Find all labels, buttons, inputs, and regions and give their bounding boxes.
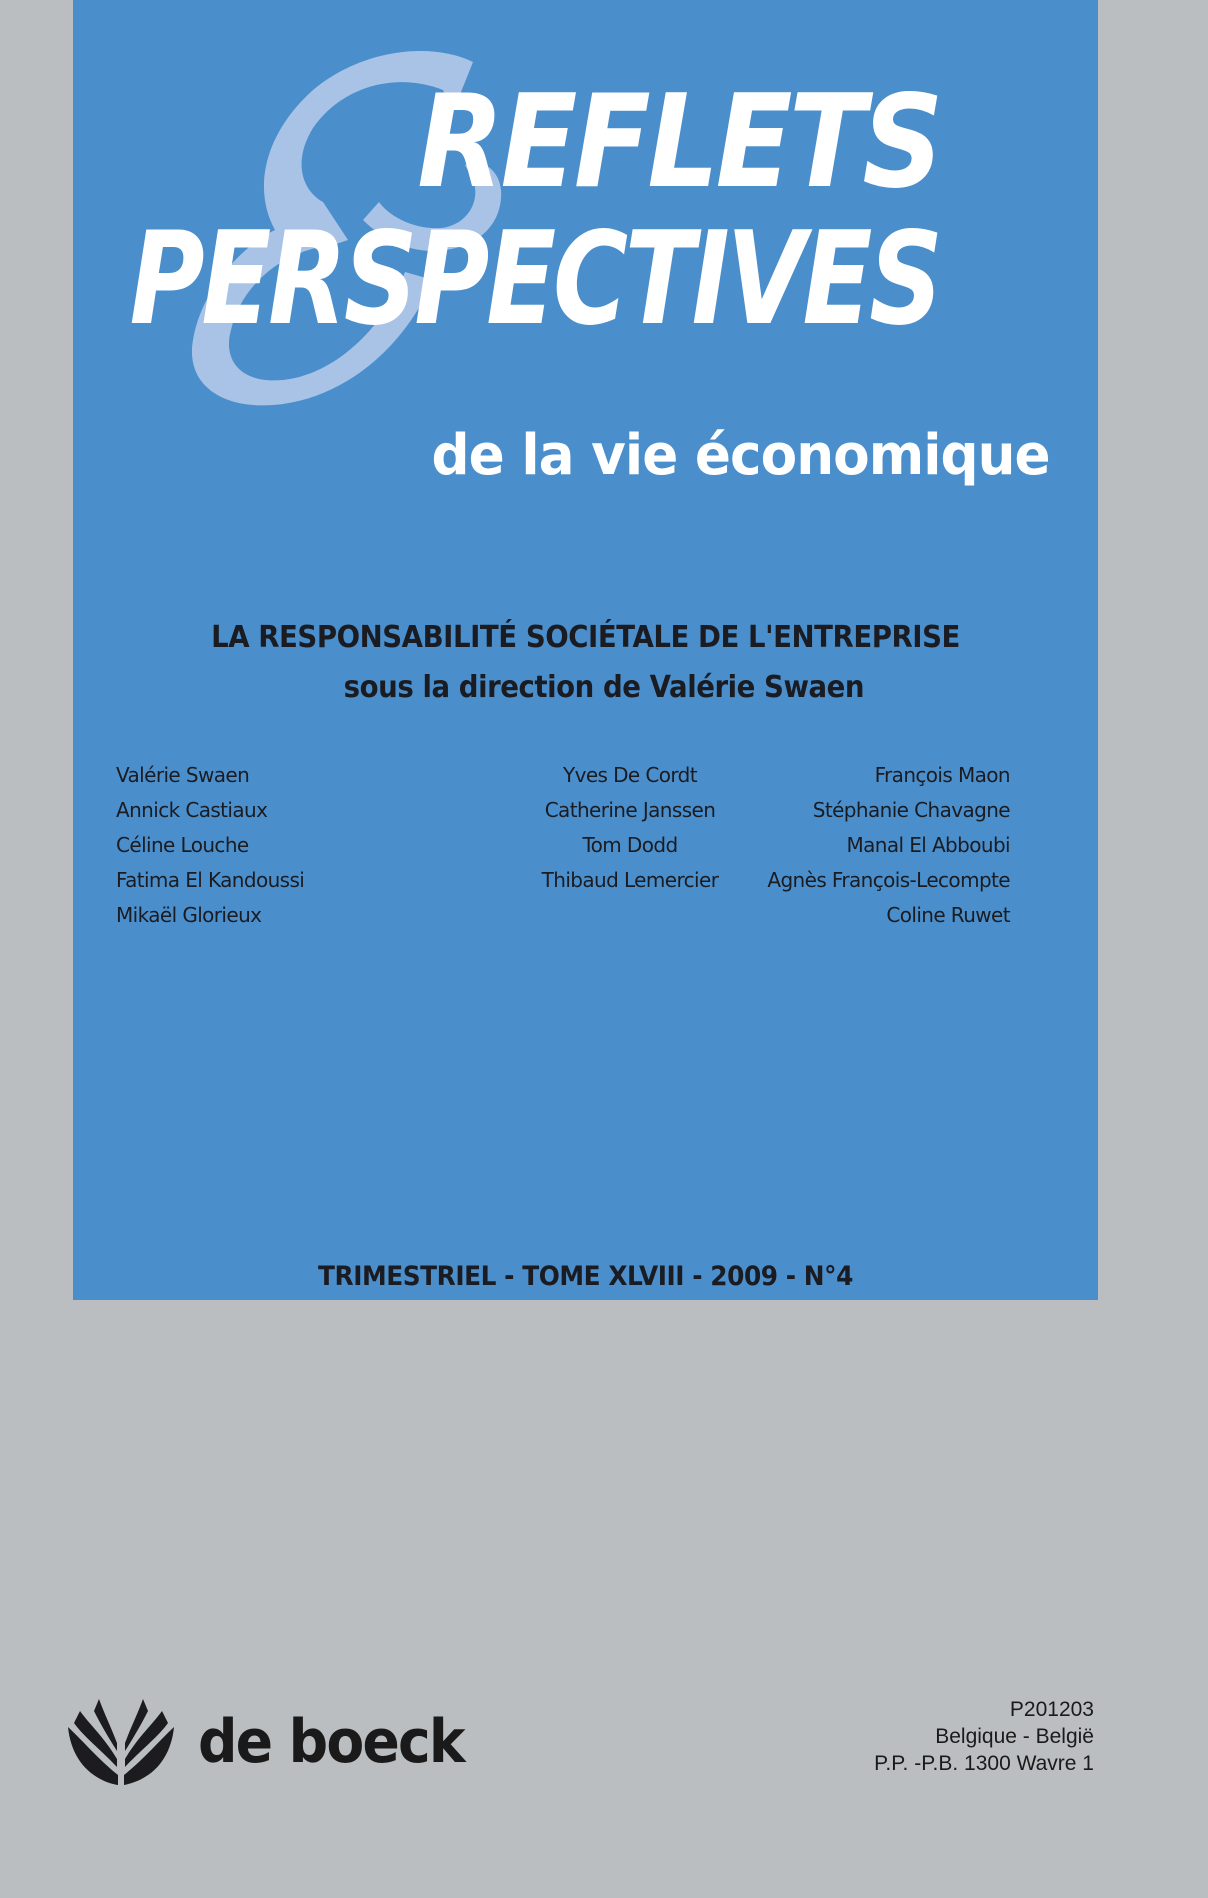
- postal-country: Belgique - België: [935, 1725, 1094, 1748]
- authors-column-left: [116, 758, 304, 933]
- author-name: Céline Louche: [116, 833, 249, 857]
- author-name: Coline Ruwet: [886, 903, 1010, 927]
- de-boeck-leaf-logo-icon: [66, 1697, 176, 1787]
- journal-title-perspectives: PERSPECTIVES: [129, 205, 940, 354]
- postal-info: [874, 1696, 1094, 1777]
- author-name: François Maon: [874, 763, 1010, 787]
- author-name: Agnès François-Lecompte: [767, 868, 1010, 892]
- author-name: Tom Dodd: [582, 833, 678, 857]
- authors-column-right: [767, 758, 1010, 933]
- author-name: Stéphanie Chavagne: [812, 798, 1010, 822]
- publisher-brand: [66, 1697, 487, 1787]
- author-name: Mikaël Glorieux: [116, 903, 262, 927]
- author-name: Catherine Janssen: [544, 798, 716, 822]
- author-name: Manal El Abboubi: [846, 833, 1010, 857]
- issue-editor: sous la direction de Valérie Swaen: [343, 670, 865, 705]
- issue-theme-title: LA RESPONSABILITÉ SOCIÉTALE DE L'ENTREPRISE: [211, 620, 960, 655]
- issue-info: TRIMESTRIEL - TOME XLVIII - 2009 - N°4: [318, 1261, 853, 1292]
- journal-title-reflets: REFLETS: [417, 68, 940, 217]
- author-name: Fatima El Kandoussi: [116, 868, 305, 892]
- author-name: Annick Castiaux: [116, 798, 268, 822]
- publisher-name: de boeck: [198, 1707, 464, 1777]
- postal-code: P201203: [1009, 1698, 1094, 1721]
- author-name: Valérie Swaen: [116, 763, 250, 787]
- authors-column-middle: [500, 758, 760, 898]
- author-name: Yves De Cordt: [562, 763, 697, 787]
- postal-office: P.P. -P.B. 1300 Wavre 1: [874, 1752, 1094, 1775]
- author-name: Thibaud Lemercier: [541, 868, 719, 892]
- journal-subtitle: de la vie économique: [431, 423, 1050, 488]
